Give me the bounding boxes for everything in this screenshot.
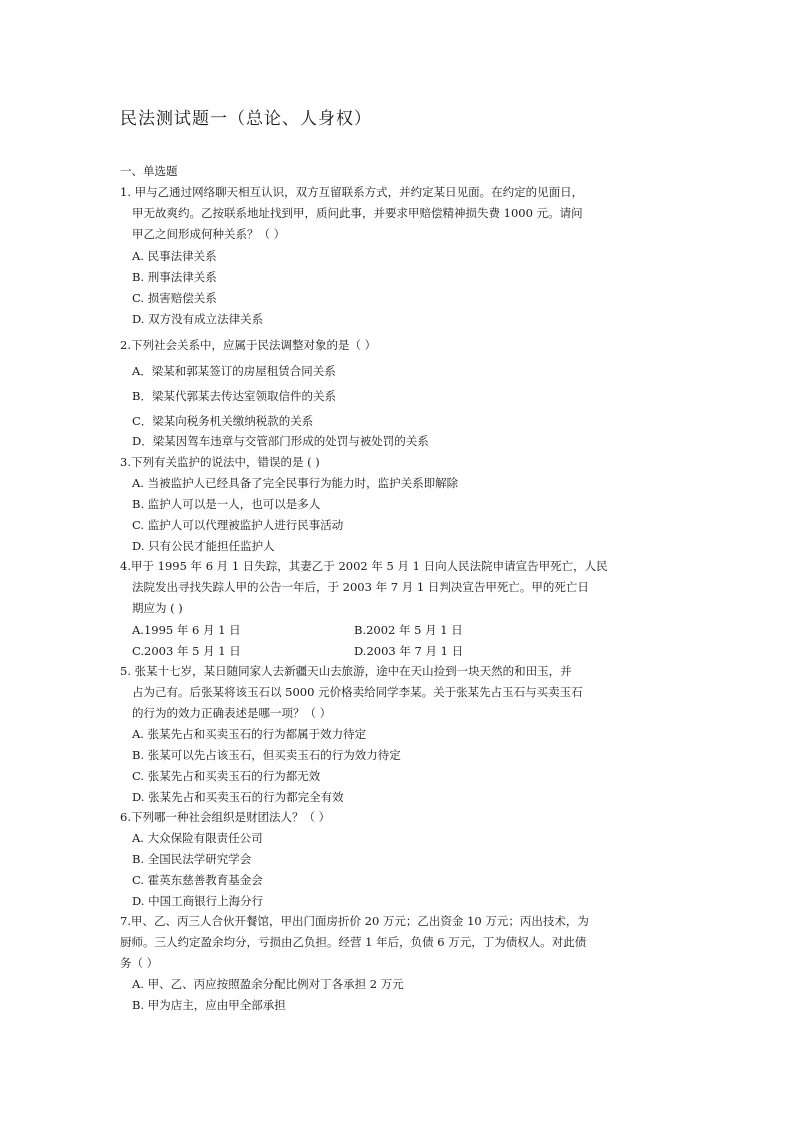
question-3-option-a: A. 当被监护人已经具备了完全民事行为能力时，监护关系即解除 <box>132 476 459 490</box>
question-1-option-a: A. 民事法律关系 <box>132 249 217 263</box>
question-5-line-3: 的行为的效力正确表述是哪一项？（ ） <box>132 706 332 720</box>
question-7-line-2: 厨师。三人约定盈余均分，亏损由乙负担。经营 1 年后，负债 6 万元，丁为债权人。对此债 <box>120 935 587 949</box>
question-4-line-2: 法院发出寻找失踪人甲的公告一年后，于 2003 年 7 月 1 日判决宣告甲死亡。甲的死亡日 <box>132 580 589 594</box>
question-6-option-a: A. 大众保险有限责任公司 <box>132 831 263 845</box>
page-title: 民法测试题一（总论、人身权） <box>120 109 372 129</box>
question-4-option-a: A.1995 年 6 月 1 日 <box>132 623 241 637</box>
question-7-option-b: B. 甲为店主，应由甲全部承担 <box>132 998 286 1012</box>
question-2-option-b: B．梁某代郭某去传达室领取信件的关系 <box>132 389 336 403</box>
section-heading: 一、单选题 <box>120 164 178 178</box>
question-5-line-1: 5. 张某十七岁，某日随同家人去新疆天山去旅游，途中在天山捡到一块天然的和田玉，并 <box>120 664 572 678</box>
question-6-option-c: C. 霍英东慈善教育基金会 <box>132 873 263 887</box>
question-3-option-d: D. 只有公民才能担任监护人 <box>132 539 275 553</box>
question-3-option-c: C. 监护人可以代理被监护人进行民事活动 <box>132 518 344 532</box>
question-6-option-d: D. 中国工商银行上海分行 <box>132 894 264 908</box>
question-7-line-1: 7.甲、乙、丙三人合伙开餐馆，甲出门面房折价 20 万元；乙出资金 10 万元；丙出技术，为 <box>120 914 589 928</box>
question-7-line-3: 务（ ） <box>120 956 159 970</box>
question-2-option-d: D．梁某因驾车违章与交管部门形成的处罚与被处罚的关系 <box>132 434 429 448</box>
question-1-line-1: 1. 甲与乙通过网络聊天相互认识，双方互留联系方式，并约定某日见面。在约定的见面日， <box>120 185 584 199</box>
question-1-option-b: B. 刑事法律关系 <box>132 270 217 284</box>
question-2-option-c: C．梁某向税务机关缴纳税款的关系 <box>132 414 314 428</box>
question-4-option-c: C.2003 年 5 月 1 日 <box>132 644 241 658</box>
question-1-option-c: C. 损害赔偿关系 <box>132 291 217 305</box>
question-5-option-d: D. 张某先占和买卖玉石的行为都完全有效 <box>132 790 344 804</box>
question-1-line-2: 甲无故爽约。乙按联系地址找到甲，质问此事，并要求甲赔偿精神损失费 1000 元。请问 <box>132 206 583 220</box>
question-4-line-3: 期应为 ( ) <box>132 601 183 615</box>
question-5-line-2: 占为己有。后张某将该玉石以 5000 元价格卖给同学李某。关于张某先占玉石与买卖玉石 <box>132 685 583 699</box>
question-5-option-a: A. 张某先占和买卖玉石的行为都属于效力待定 <box>132 727 367 741</box>
question-7-option-a: A. 甲、乙、丙应按照盈余分配比例对丁各承担 2 万元 <box>132 977 404 991</box>
question-2-option-a: A．梁某和郭某签订的房屋租赁合同关系 <box>132 364 336 378</box>
question-4-option-d: D.2003 年 7 月 1 日 <box>354 644 464 658</box>
question-3-option-b: B. 监护人可以是一人，也可以是多人 <box>132 497 321 511</box>
question-1-option-d: D. 双方没有成立法律关系 <box>132 312 264 326</box>
question-6-option-b: B. 全国民法学研究学会 <box>132 852 252 866</box>
question-2-line-1: 2.下列社会关系中，应属于民法调整对象的是（ ） <box>120 338 377 352</box>
question-4-option-b: B.2002 年 5 月 1 日 <box>354 623 463 637</box>
question-4-line-1: 4.甲于 1995 年 6 月 1 日失踪，其妻乙于 2002 年 5 月 1 日向人民法院申请宣告甲死亡，人民 <box>120 559 608 573</box>
question-5-option-b: B. 张某可以先占该玉石，但买卖玉石的行为效力待定 <box>132 748 401 762</box>
question-5-option-c: C. 张某先占和买卖玉石的行为都无效 <box>132 769 321 783</box>
question-1-line-3: 甲乙之间形成何种关系？（ ） <box>132 227 286 241</box>
question-6-line-1: 6.下列哪一种社会组织是财团法人？（ ） <box>120 810 331 824</box>
question-3-line-1: 3.下列有关监护的说法中，错误的是 ( ) <box>120 455 320 469</box>
